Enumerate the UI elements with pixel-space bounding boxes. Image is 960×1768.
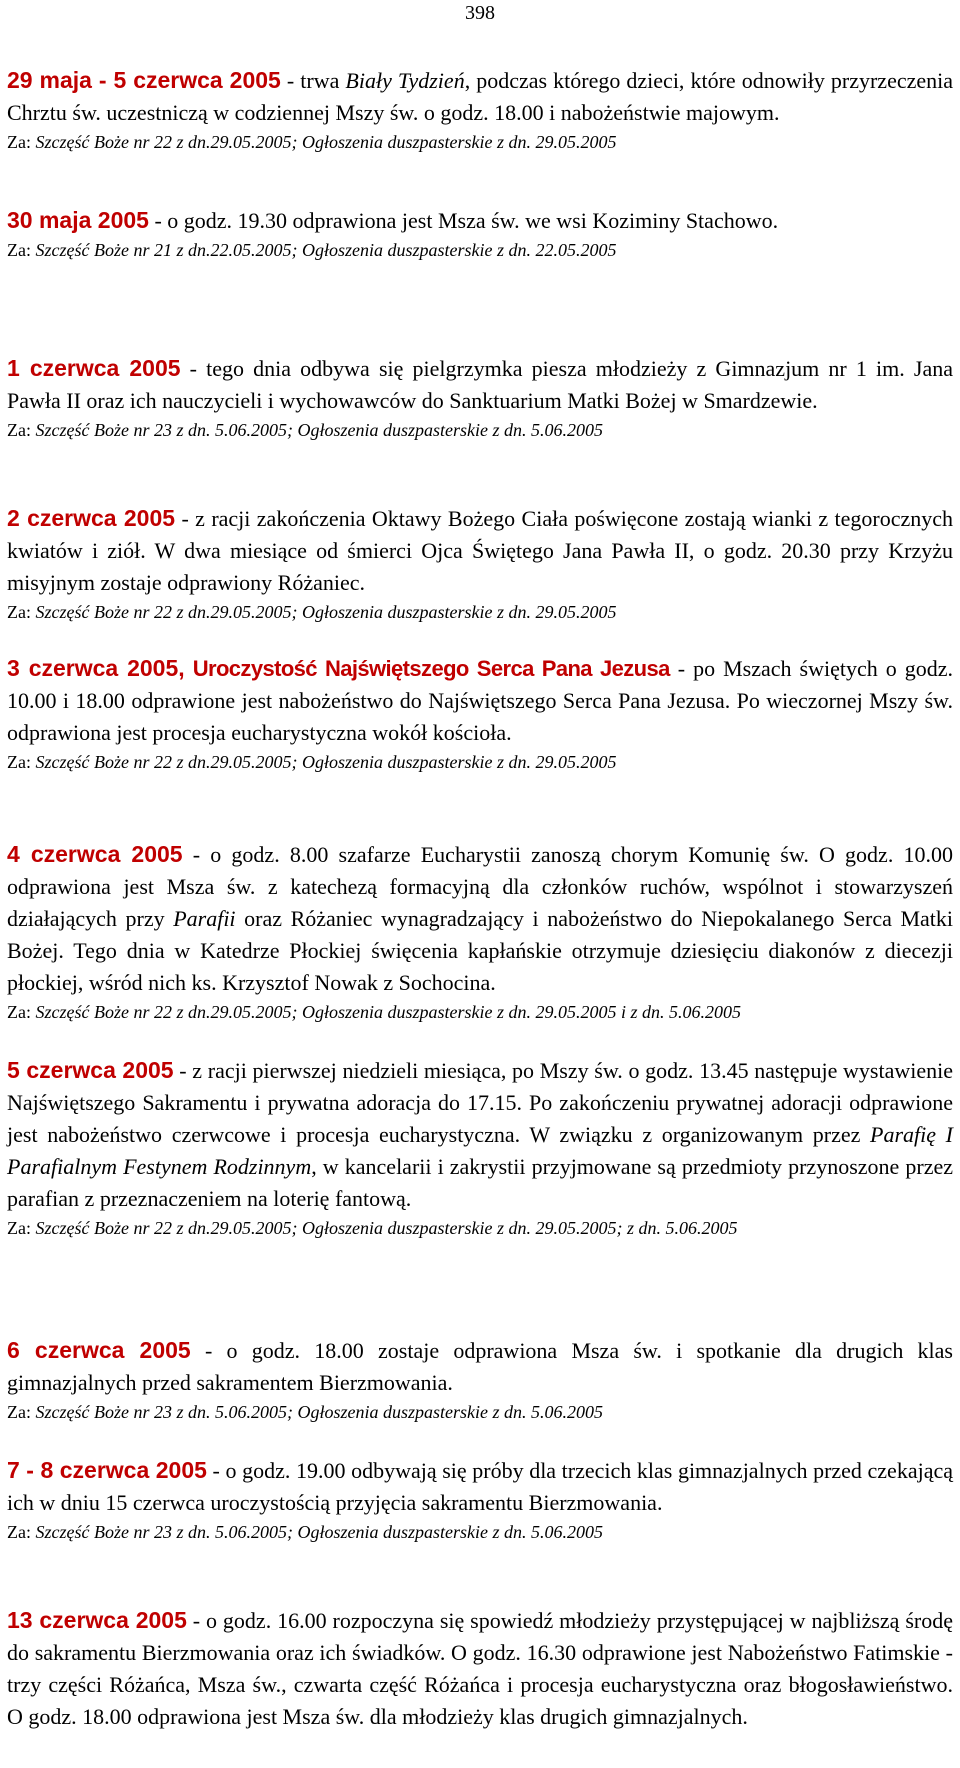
entry-date: 2 czerwca 2005 — [7, 505, 176, 531]
entry-date: 30 maja 2005 — [7, 207, 149, 233]
entry-text — [7, 204, 953, 237]
entry-feast-title: Uroczystość Najświętszego Serca Pana Jezusa — [184, 656, 670, 681]
entry-text — [7, 352, 953, 417]
entry-description-cont: , podczas którego dzieci, które odnowiły przyrzeczenia Chrztu św. uczestniczą w codziennej Mszy św. o godz. 18.00 i nabożeństwie majowym. — [7, 68, 954, 125]
entry-source — [7, 1399, 953, 1425]
entry-text — [7, 1054, 953, 1215]
entry-emphasis: Biały Tydzień — [345, 68, 465, 93]
entry-source — [7, 1519, 953, 1545]
chronicle-entry — [7, 838, 953, 1025]
entry-description: - z racji zakończenia Oktawy Bożego Ciała poświęcone zostają wianki z tegorocznych kwiatów i ziół. W dwa miesiące od śmierci Ojca Świętego Jana Pawła II, o godz. 20.30 przy Krzyżu misyjnym zostaje odprawiony Różaniec. — [7, 506, 954, 595]
entry-source — [7, 999, 953, 1025]
source-prefix: Za: — [7, 1218, 36, 1238]
entry-date: 4 czerwca 2005 — [7, 841, 183, 867]
entry-date: 29 maja - 5 czerwca 2005 — [7, 67, 281, 93]
entry-date: 13 czerwca 2005 — [7, 1607, 187, 1633]
entry-source — [7, 1215, 953, 1241]
entry-date: 6 czerwca 2005 — [7, 1337, 191, 1363]
entry-description: - trwa — [280, 68, 346, 93]
source-prefix: Za: — [7, 752, 36, 772]
entry-description: - tego dnia odbywa się pielgrzymka piesza młodzieży z Gimnazjum nr 1 im. Jana Pawła II oraz ich nauczycieli i wychowawców do Sanktuarium Matki Bożej w Smardzewie. — [7, 356, 953, 413]
source-prefix: Za: — [7, 1402, 36, 1422]
entry-description: - z racji pierwszej niedzieli miesiąca, po Mszy św. o godz. 13.45 następuje wystawienie Najświętszego Sakramentu i prywatna adoracja do 17.15. Po zakończeniu prywatnej adoracji odprawione jest nabożeństwo czerwcowe i procesja eucharystyczna. W związku z organizowanym przez — [7, 1058, 953, 1147]
entry-emphasis: Parafii — [173, 906, 236, 931]
source-citation: Szczęść Boże nr 21 z dn.22.05.2005; Ogłoszenia duszpasterskie z dn. 22.05.2005 — [35, 240, 617, 260]
entry-description: - o godz. 16.00 rozpoczyna się spowiedź młodzieży przystępującej w najbliższą środę do sakramentu Bierzmowania oraz ich świadków. O godz. 16.30 odprawione jest Nabożeństwo Fatimskie - trzy części Różańca, Msza św., czwarta część Różańca i procesja eucharystyczna oraz błogosławieństwo. O godz. 18.00 odprawiona jest Msza św. dla młodzieży klas drugich gimnazjalnych. — [7, 1608, 953, 1729]
entry-description: - o godz. 19.30 odprawiona jest Msza św. we wsi Koziminy Stachowo. — [148, 208, 779, 233]
entry-text — [7, 1454, 953, 1519]
entry-text — [7, 64, 953, 129]
source-prefix: Za: — [7, 602, 36, 622]
entry-emphasis: Parafię I Parafialnym Festynem Rodzinnym — [7, 1122, 953, 1179]
entry-source — [7, 417, 953, 443]
entry-description-cont: , w kancelarii i zakrystii przyjmowane są przedmioty przynoszone przez parafian z przeznaczeniem na loterię fantową. — [7, 1154, 953, 1211]
chronicle-entry — [7, 64, 953, 155]
source-citation: Szczęść Boże nr 23 z dn. 5.06.2005; Ogłoszenia duszpasterskie z dn. 5.06.2005 — [35, 420, 603, 440]
source-citation: Szczęść Boże nr 23 z dn. 5.06.2005; Ogłoszenia duszpasterskie z dn. 5.06.2005 — [35, 1522, 603, 1542]
chronicle-entry — [7, 1334, 953, 1425]
entry-text — [7, 502, 953, 599]
entry-text — [7, 1334, 953, 1399]
chronicle-entry — [7, 652, 953, 775]
source-prefix: Za: — [7, 1522, 36, 1542]
source-citation: Szczęść Boże nr 22 z dn.29.05.2005; Ogłoszenia duszpasterskie z dn. 29.05.2005 — [35, 602, 617, 622]
source-prefix: Za: — [7, 240, 36, 260]
source-prefix: Za: — [7, 1002, 36, 1022]
page-number: 398 — [465, 2, 495, 24]
entry-date: 3 czerwca 2005, — [7, 655, 185, 681]
entry-description: - o godz. 18.00 zostaje odprawiona Msza św. i spotkanie dla drugich klas gimnazjalnych przed sakramentem Bierzmowania. — [7, 1338, 953, 1395]
source-citation: Szczęść Boże nr 22 z dn.29.05.2005; Ogłoszenia duszpasterskie z dn. 29.05.2005 i z dn. 5.06.2005 — [35, 1002, 741, 1022]
entry-description: - o godz. 19.00 odbywają się próby dla trzecich klas gimnazjalnych przed czekającą ich w dniu 15 czerwca uroczystością przyjęcia sakramentu Bierzmowania. — [7, 1458, 953, 1515]
entry-source — [7, 129, 953, 155]
chronicle-entry — [7, 502, 953, 625]
entry-date: 7 - 8 czerwca 2005 — [7, 1457, 207, 1483]
entry-text — [7, 838, 953, 999]
entry-text — [7, 652, 953, 749]
entry-text — [7, 1604, 953, 1733]
chronicle-entry — [7, 1054, 953, 1241]
entry-description-cont: oraz Różaniec wynagradzający i nabożeństwo do Niepokalanego Serca Matki Bożej. Tego dnia w Katedrze Płockiej święcenia kapłańskie otrzymuje dziesięciu diakonów z diecezji płockiej, wśród nich ks. Krzysztof Nowak z Sochocina. — [7, 906, 953, 995]
chronicle-entry — [7, 204, 953, 263]
source-citation: Szczęść Boże nr 22 z dn.29.05.2005; Ogłoszenia duszpasterskie z dn. 29.05.2005 — [35, 752, 617, 772]
chronicle-entry — [7, 1454, 953, 1545]
source-prefix: Za: — [7, 132, 36, 152]
entry-description: - o godz. 8.00 szafarze Eucharystii zanoszą chorym Komunię św. O godz. 10.00 odprawiona jest Msza św. z katechezą formacyjną dla członków ruchów, wspólnot i stowarzyszeń działających przy — [7, 842, 953, 931]
entry-date: 1 czerwca 2005 — [7, 355, 181, 381]
chronicle-entry — [7, 1604, 953, 1733]
source-prefix: Za: — [7, 420, 36, 440]
chronicle-entry — [7, 352, 953, 443]
entry-description: - po Mszach świętych o godz. 10.00 i 18.00 odprawione jest nabożeństwo do Najświętszego Serca Pana Jezusa. Po wieczornej Mszy św. odprawiona jest procesja eucharystyczna wokół kościoła. — [7, 656, 954, 745]
source-citation: Szczęść Boże nr 23 z dn. 5.06.2005; Ogłoszenia duszpasterskie z dn. 5.06.2005 — [35, 1402, 603, 1422]
entry-date: 5 czerwca 2005 — [7, 1057, 174, 1083]
entry-source — [7, 749, 953, 775]
source-citation: Szczęść Boże nr 22 z dn.29.05.2005; Ogłoszenia duszpasterskie z dn. 29.05.2005; z dn. 5.06.2005 — [35, 1218, 738, 1238]
entry-source — [7, 237, 953, 263]
source-citation: Szczęść Boże nr 22 z dn.29.05.2005; Ogłoszenia duszpasterskie z dn. 29.05.2005 — [35, 132, 617, 152]
entry-source — [7, 599, 953, 625]
